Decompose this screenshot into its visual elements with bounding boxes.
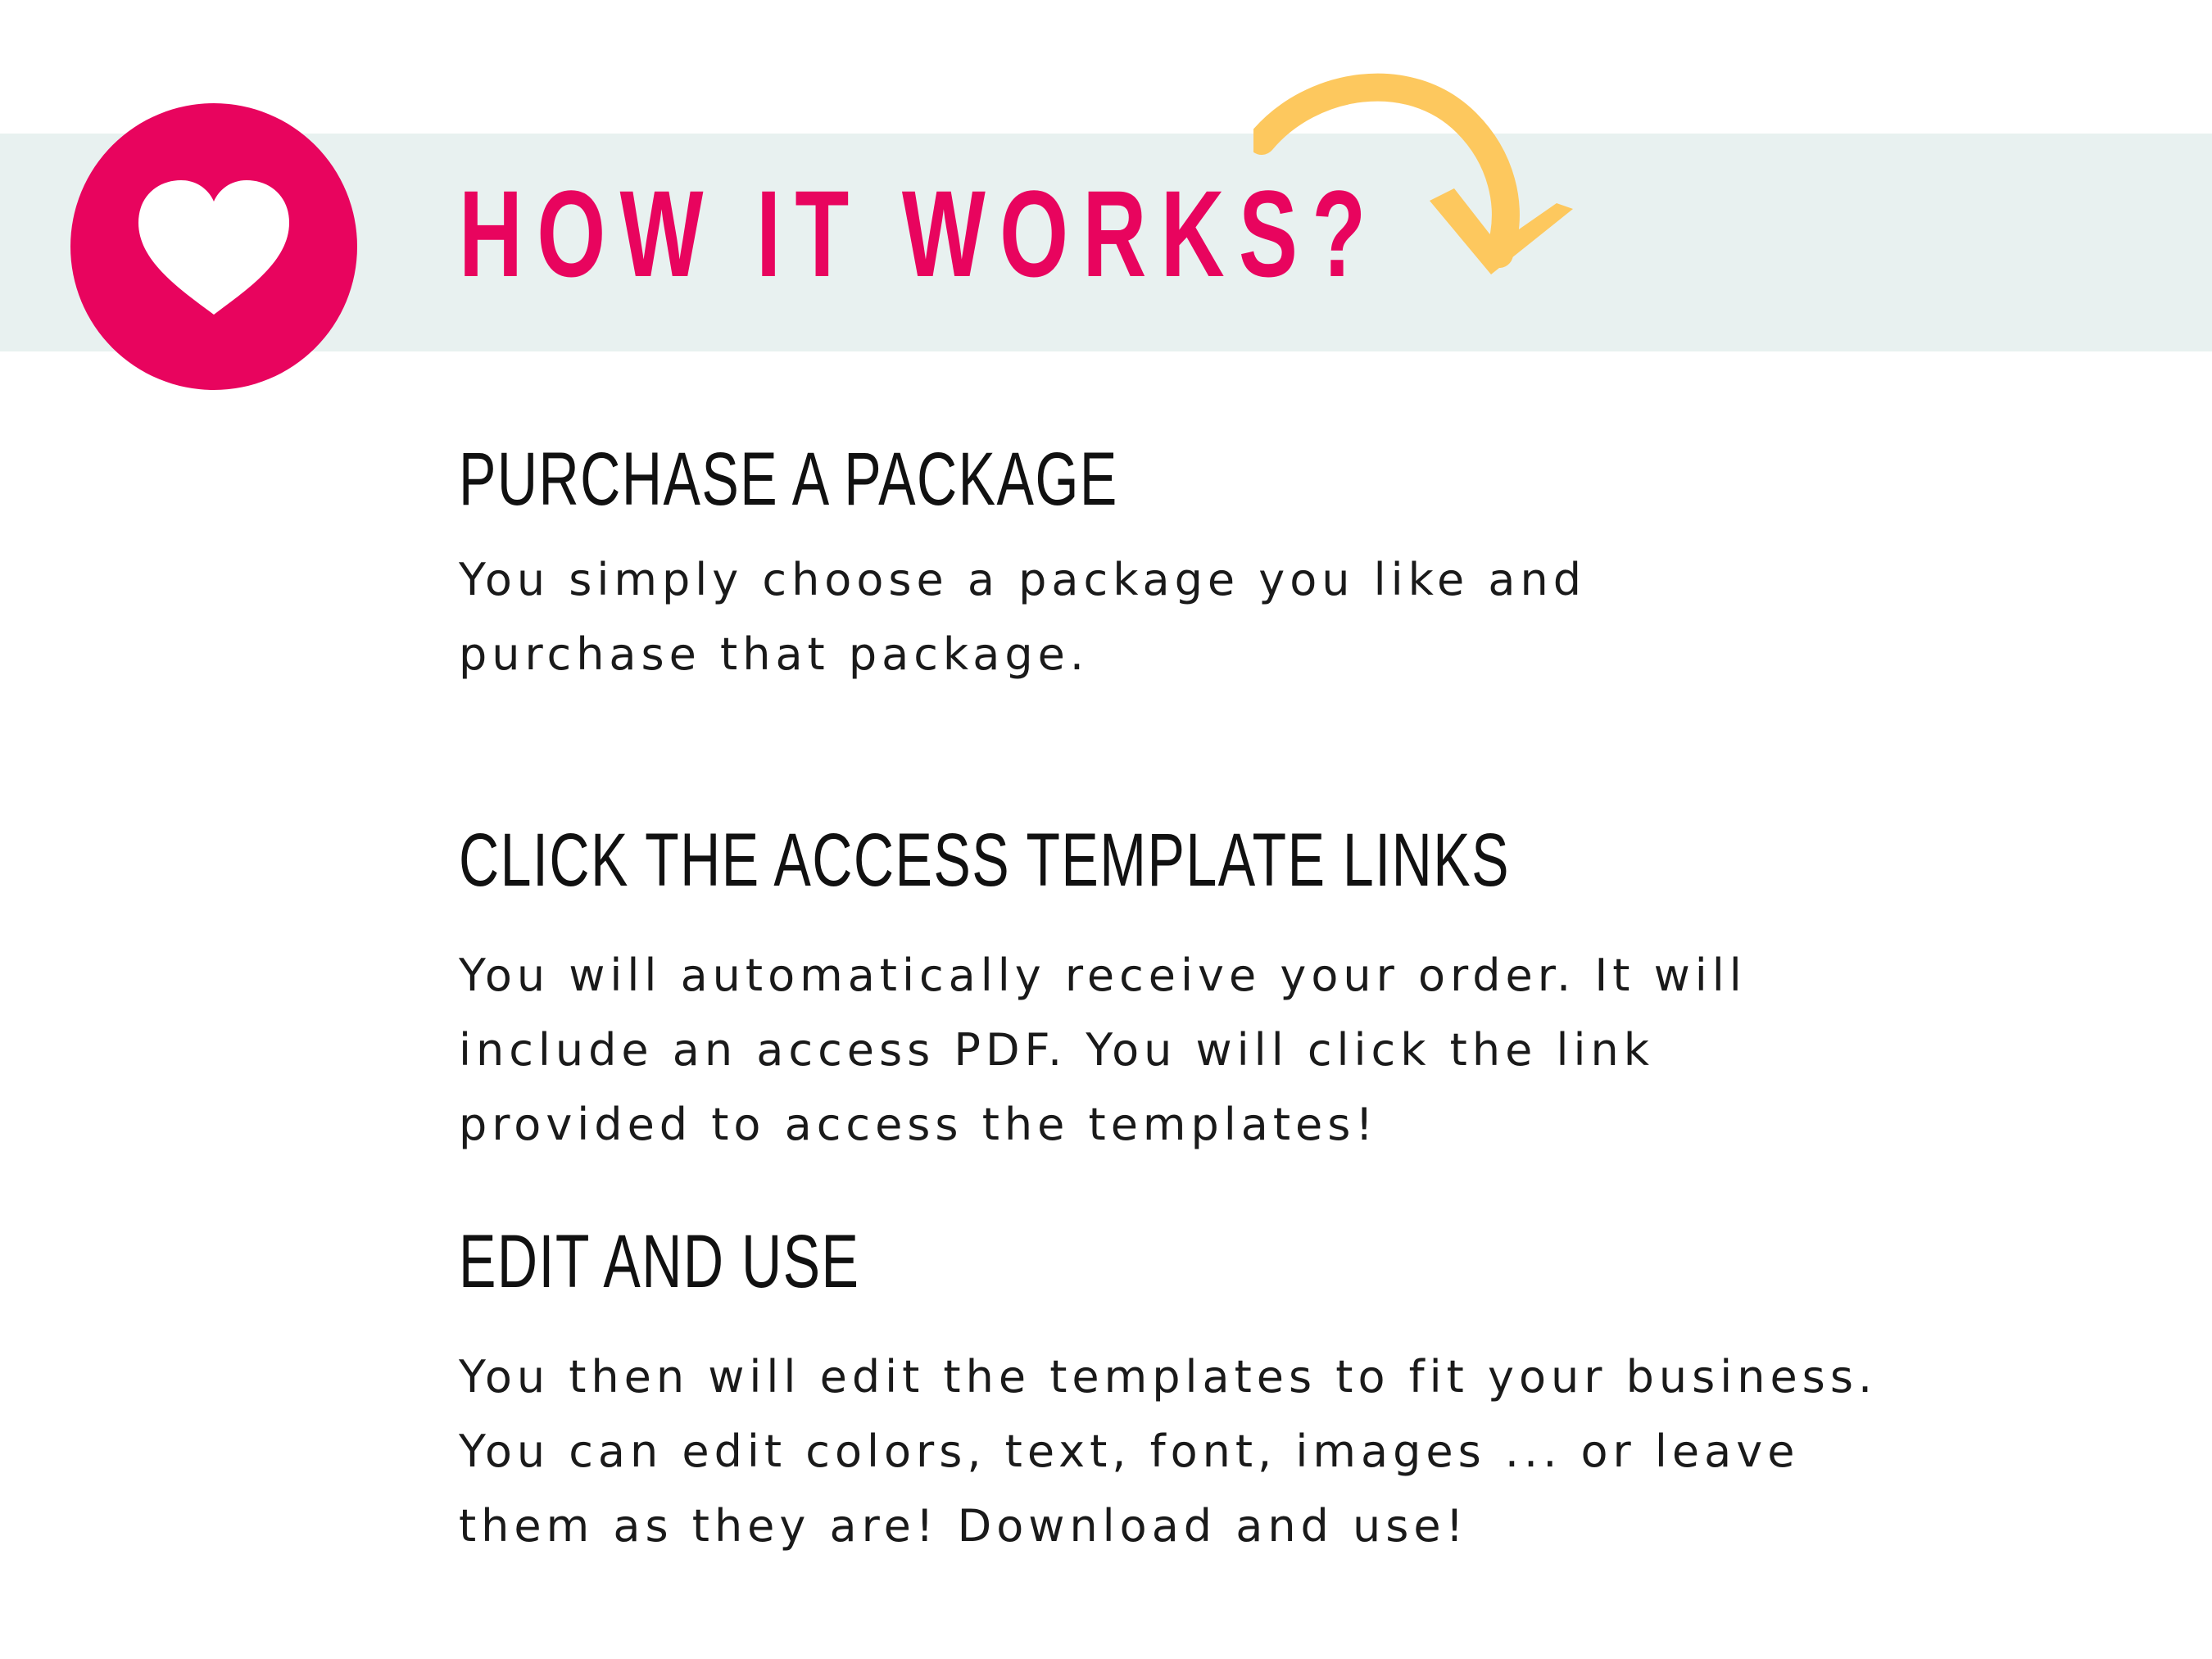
step-edit-use	[459, 1217, 2015, 1563]
step-access-links	[459, 815, 2015, 1162]
curved-arrow-icon	[1253, 66, 1581, 311]
heart-icon	[132, 175, 296, 323]
step-heading: EDIT AND USE	[459, 1220, 860, 1303]
step-purchase	[459, 434, 2015, 691]
step-heading: CLICK THE ACCESS TEMPLATE LINKS	[459, 818, 1511, 902]
step-description: You will automatically receive your order. It will include an access PDF. You will click the link provided to access the templates!	[459, 950, 1747, 1150]
step-heading: PURCHASE A PACKAGE	[459, 437, 1118, 521]
step-description: You simply choose a package you like and purchase that package.	[459, 554, 1587, 680]
step-description: You then will edit the templates to fit your business. You can edit colors, text, font, images ... or leave them as they are! Download and use!	[459, 1351, 1878, 1552]
heart-badge	[70, 103, 357, 390]
page-title: HOW IT WORKS?	[459, 165, 1380, 302]
